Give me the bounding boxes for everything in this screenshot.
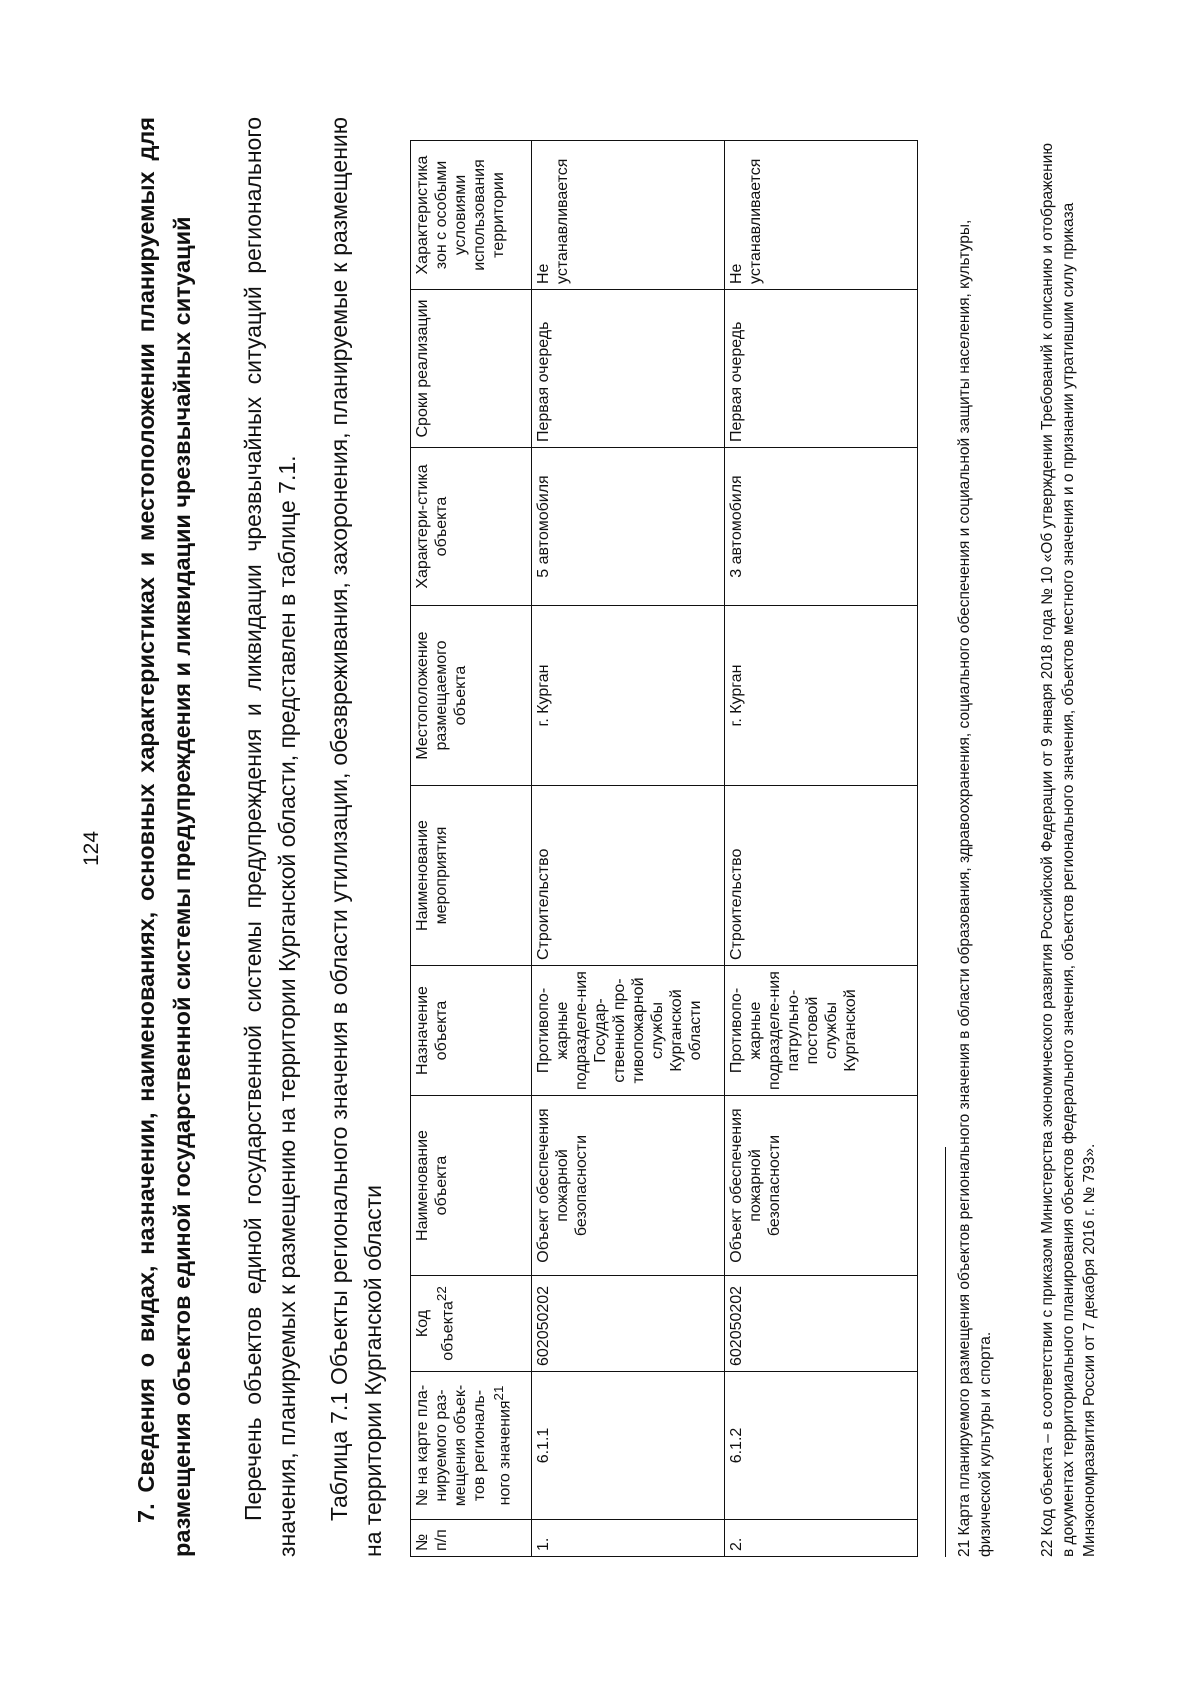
header-terms: Сроки реализации bbox=[411, 290, 532, 448]
footnote-separator bbox=[945, 1147, 946, 1557]
page-number: 124 bbox=[80, 830, 103, 867]
intro-paragraph: Перечень объектов единой государственной системы предупреждения и ликвидации чрезвычайных ситуаций регионального значения, планируемых к размещению на территории Курганской области, представлен в таблице 7.1. bbox=[240, 117, 300, 1557]
cell-activity: Строительство bbox=[532, 786, 725, 966]
header-code-text: Код объекта bbox=[414, 1301, 457, 1361]
cell-location: г. Курган bbox=[532, 606, 725, 786]
table-header-row bbox=[411, 141, 532, 1557]
cell-map-num: 6.1.1 bbox=[532, 1372, 725, 1520]
cell-terms: Первая очередь bbox=[532, 290, 725, 448]
header-name: Наименование объекта bbox=[411, 1096, 532, 1276]
header-purpose: Назначение объекта bbox=[411, 966, 532, 1096]
objects-table bbox=[410, 140, 918, 1557]
header-characteristic: Характери-стика объекта bbox=[411, 448, 532, 606]
table-row bbox=[532, 141, 725, 1557]
cell-num: 1. bbox=[532, 1520, 725, 1557]
footnote-22: 22 Код объекта – в соответствии с приказом Министерства экономического развития Российской Федерации от 9 января 2018 года № 10 «Об утверждении Требований к описанию и отображению в документах территориального планирования объектов федерального значения, объектов регионального значения, объектов местного значения и о признании утратившим силу приказа Минэкономразвития России от 7 декабря 2016 г. № 793». bbox=[1039, 143, 1098, 1557]
section-heading: 7. Сведения о видах, назначении, наименованиях, основных характеристиках и местоположении планируемых для размещения объектов единой государственной системы предупреждения и ликвидации чрезвычайных ситуаций bbox=[133, 117, 195, 1557]
cell-num: 2. bbox=[725, 1520, 918, 1557]
cell-code: 602050202 bbox=[725, 1276, 918, 1372]
cell-characteristic: 3 автомобиля bbox=[725, 448, 918, 606]
footnote-21: 21 Карта планируемого размещения объектов регионального значения в области образования, здравоохранения, социального обеспечения и социальной защиты населения, культуры, физической культуры и спорта. bbox=[956, 219, 994, 1557]
cell-terms: Первая очередь bbox=[725, 290, 918, 448]
header-location: Местоположение размещаемого объекта bbox=[411, 606, 532, 786]
header-map-num-text: № на карте пла-нируемого раз-мещения объек-тов региональ-ного значения bbox=[414, 1384, 514, 1507]
cell-purpose: Противопо-жарные подразделе-ния Государ-ственной про-тивопожарной службы Курганской области bbox=[532, 966, 725, 1096]
cell-location: г. Курган bbox=[725, 606, 918, 786]
cell-purpose: Противопо-жарные подразделе-ния патрульно-постовой службы Курганской bbox=[725, 966, 918, 1096]
header-code bbox=[411, 1276, 532, 1372]
table-caption: Таблица 7.1 Объекты регионального значения в области утилизации, обезвреживания, захоронения, планируемые к размещению на территории Курганской области bbox=[326, 117, 386, 1557]
cell-name: Объект обеспечения пожарной безопасности bbox=[725, 1096, 918, 1276]
footnote-ref-22: 22 bbox=[434, 1286, 449, 1302]
cell-zones: Не устанавливается bbox=[725, 141, 918, 290]
header-map-num bbox=[411, 1372, 532, 1520]
cell-zones: Не устанавливается bbox=[532, 141, 725, 290]
header-activity: Наименование мероприятия bbox=[411, 786, 532, 966]
cell-map-num: 6.1.2 bbox=[725, 1372, 918, 1520]
cell-activity: Строительство bbox=[725, 786, 918, 966]
footnote-ref-21: 21 bbox=[491, 1385, 506, 1401]
cell-code: 602050202 bbox=[532, 1276, 725, 1372]
header-zones: Характеристика зон с особыми условиями использования территории bbox=[411, 141, 532, 290]
table-row bbox=[725, 141, 918, 1557]
cell-name: Объект обеспечения пожарной безопасности bbox=[532, 1096, 725, 1276]
header-num: № п/п bbox=[411, 1520, 532, 1557]
cell-characteristic: 5 автомобиля bbox=[532, 448, 725, 606]
